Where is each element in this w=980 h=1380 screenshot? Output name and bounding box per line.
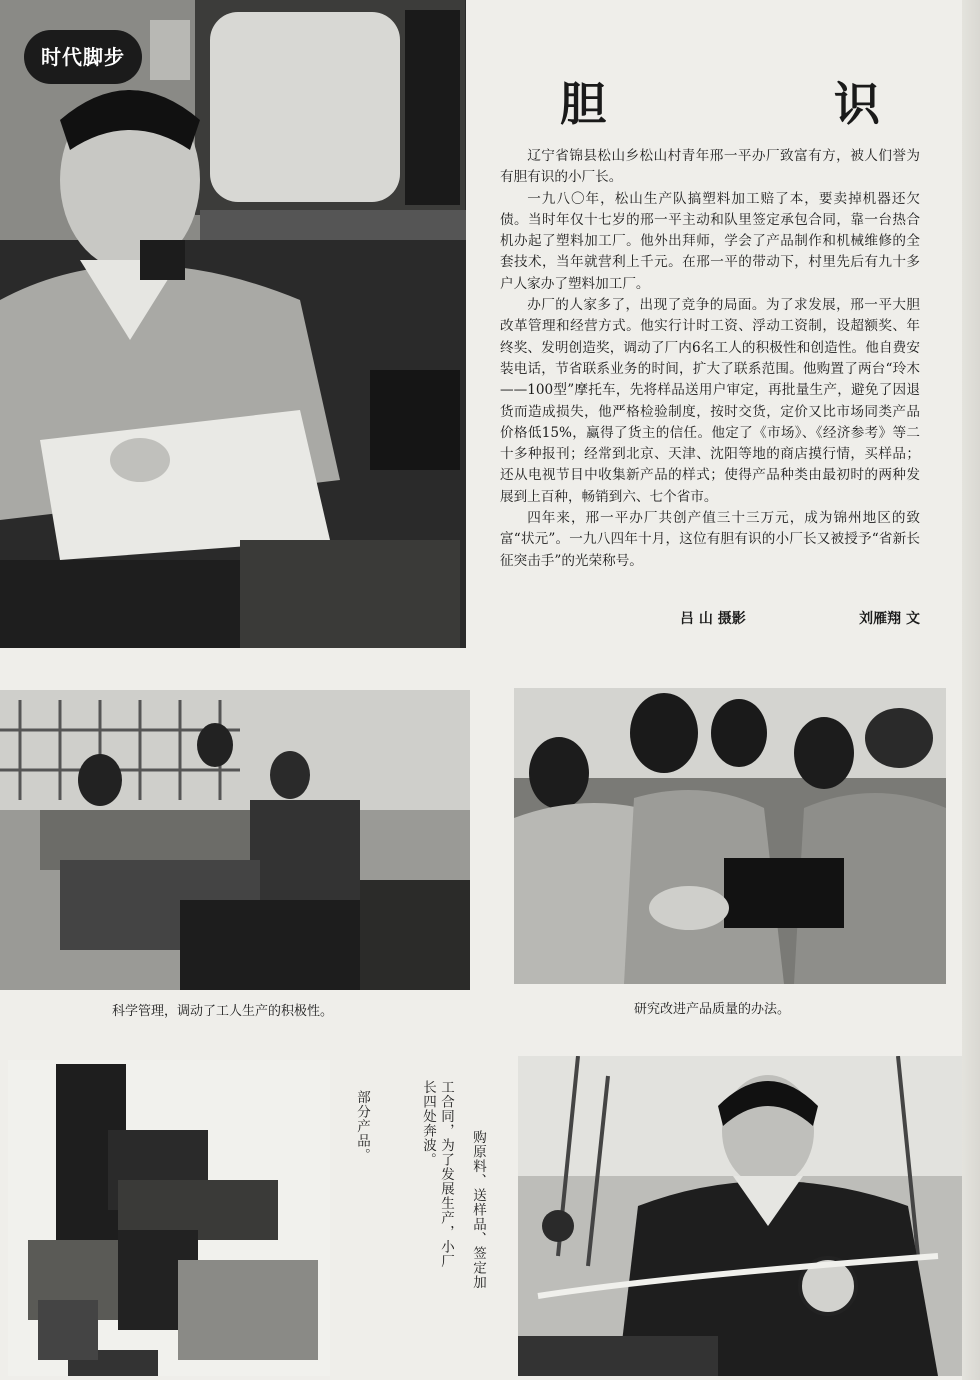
title-char-1: 胆 [560,77,606,131]
caption-workshop: 科学管理，调动了工人生产的积极性。 [112,1004,334,1019]
caption-inspection: 研究改进产品质量的办法。 [634,1002,791,1017]
article-paragraph: 辽宁省锦县松山乡松山村青年邢一平办厂致富有方，被人们誉为有胆有识的小厂长。 [500,148,920,186]
caption-motorcycle-col2: 长四处奔波。 [420,1080,436,1167]
caption-motorcycle-col1: 工合同，为了发展生产，小厂 [438,1080,454,1269]
photo-motorcycle [518,1056,962,1376]
article-title [560,68,880,134]
caption-motorcycle-col0: 购原料、送样品、签定加 [470,1130,486,1290]
title-char-2: 识 [834,77,880,131]
article-paragraph: 四年来，邢一平办厂共创产值三十三万元，成为锦州地区的致富“状元”。一九八四年十月，这位有胆有识的小厂长又被授予“省新长征突击手”的光荣称号。 [500,510,920,569]
page-edge [962,0,980,1380]
photo-products [8,1060,330,1376]
article-paragraph: 办厂的人家多了，出现了竞争的局面。为了求发展，邢一平大胆改革管理和经营方式。他实行计时工资、浮动工资制，设超额奖、年终奖、发明创造奖，调动了厂内6名工人的积极性和创造性。他自费安装电话，节省联系业务的时间，扩大了联系范围。他购置了两台“玲木——100型”摩托车，先将样品送用户审定，再批量生产，避免了因退货而造成损失，他严格检验制度，按时交货，定价又比市场同类产品价格低15%，赢得了货主的信任。他定了《市场》、《经济参考》等二十多种报刊；经常到北京、天津、沈阳等地的商店摸行情，买样品；还从电视节目中收集新产品的样式；使得产品种类由最初时的两种发展到上百种，畅销到六、七个省市。 [500,297,920,505]
photo-workshop [0,690,470,990]
photo-inspection [514,688,946,984]
article-paragraph: 一九八〇年，松山生产队搞塑料加工赔了本，要卖掉机器还欠债。当时年仅十七岁的邢一平主动和队里签定承包合同，靠一台热合机办起了塑料加工厂。他外出拜师，学会了产品制作和机械维修的全套技术，当年就营利上千元。在邢一平的带动下，村里先后有九十多户人家办了塑料加工厂。 [500,190,920,292]
writer-credit: 刘雁翔 文 [859,611,920,627]
caption-products: 部分产品。 [354,1090,370,1163]
article-body [500,146,920,572]
photo-man-on-phone [0,0,466,648]
section-badge: 时代脚步 [24,30,142,84]
photographer-credit: 吕 山 摄影 [680,611,746,627]
byline [680,608,920,628]
